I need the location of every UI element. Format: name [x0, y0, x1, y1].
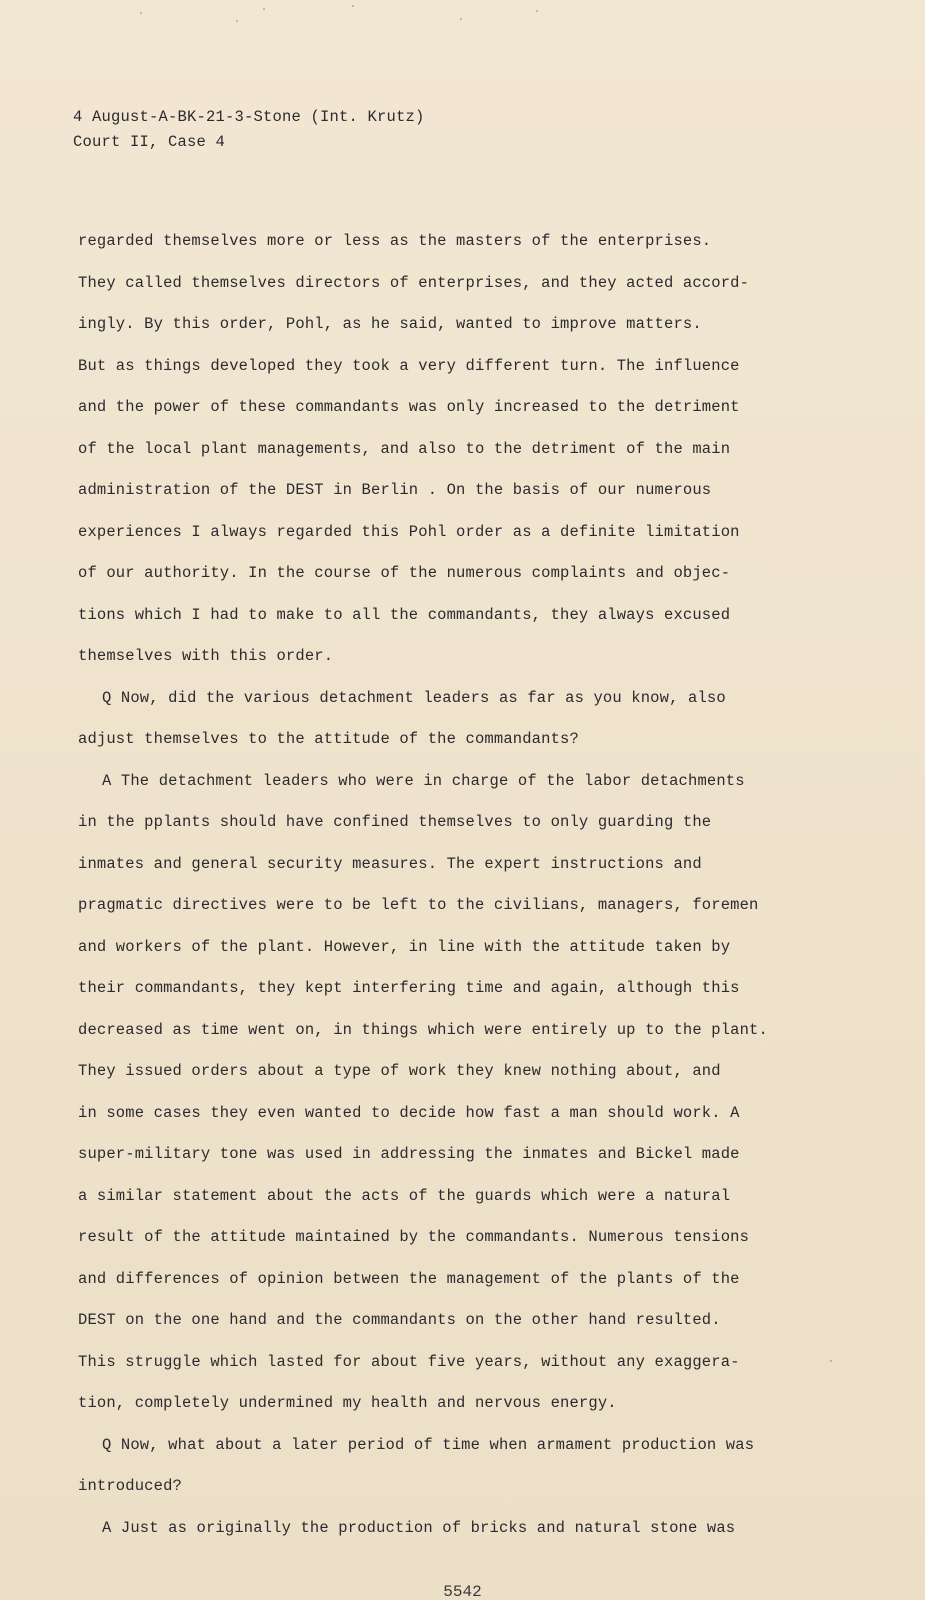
text-line: They issued orders about a type of work they knew nothing about, and: [78, 1062, 721, 1080]
header-case-reference: 4 August-A-BK-21-3-Stone (Int. Krutz): [73, 108, 425, 126]
text-line: and workers of the plant. However, in line with the attitude taken by: [78, 937, 731, 956]
text-line: super-military tone was used in addressing the inmates and Bickel made: [78, 1145, 740, 1163]
paper-speck: [263, 8, 265, 10]
paper-speck: [352, 5, 354, 7]
text-line: experiences I always regarded this Pohl order as a definite limitation: [78, 522, 740, 541]
text-line: decreased as time went on, in things which were entirely up to the plant.: [78, 1020, 768, 1039]
text-line: themselves with this order.: [78, 647, 334, 665]
transcript-body: [78, 221, 858, 1549]
text-line: But as things developed they took a very different turn. The influence: [78, 356, 740, 375]
text-line: tion, completely undermined my health and nervous energy.: [78, 1394, 617, 1412]
text-line: introduced?: [78, 1477, 182, 1495]
paper-speck: [140, 12, 142, 14]
text-line: in some cases they even wanted to decide how fast a man should work. A: [78, 1103, 740, 1122]
text-line: their commandants, they kept interfering time and again, although this: [78, 979, 740, 997]
answer-line: A The detachment leaders who were in charge of the labor detachments: [102, 771, 745, 790]
paper-speck: [460, 18, 462, 20]
paper-speck: [536, 10, 538, 12]
text-line: of our authority. In the course of the numerous complaints and objec-: [78, 564, 731, 582]
text-line: This struggle which lasted for about five years, without any exaggera-: [78, 1352, 740, 1371]
text-line: a similar statement about the acts of the guards which were a natural: [78, 1186, 731, 1205]
page-number: 5542: [443, 1583, 482, 1600]
text-line: DEST on the one hand and the commandants on the other hand resulted.: [78, 1311, 721, 1329]
text-line: tions which I had to make to all the commandants, they always excused: [78, 605, 731, 624]
paper-speck: [236, 20, 238, 22]
text-line: in the pplants should have confined themselves to only guarding the: [78, 813, 712, 831]
text-line: and differences of opinion between the management of the plants of the: [78, 1269, 740, 1288]
text-line: inmates and general security measures. The expert instructions and: [78, 854, 702, 873]
question-line: Q Now, what about a later period of time when armament production was: [102, 1435, 755, 1454]
answer-line: A Just as originally the production of bricks and natural stone was: [102, 1518, 736, 1537]
text-line: of the local plant managements, and also to the detriment of the main: [78, 439, 731, 458]
text-line: adjust themselves to the attitude of the commandants?: [78, 730, 579, 748]
text-line: regarded themselves more or less as the masters of the enterprises.: [78, 232, 712, 250]
header-court-case: Court II, Case 4: [73, 133, 226, 151]
text-line: They called themselves directors of enterprises, and they acted accord-: [78, 273, 750, 292]
text-line: ingly. By this order, Pohl, as he said, wanted to improve matters.: [78, 315, 702, 333]
text-line: pragmatic directives were to be left to the civilians, managers, foremen: [78, 896, 759, 914]
text-line: result of the attitude maintained by the commandants. Numerous tensions: [78, 1228, 750, 1246]
text-line: administration of the DEST in Berlin . On the basis of our numerous: [78, 481, 712, 499]
question-line: Q Now, did the various detachment leaders as far as you know, also: [102, 688, 726, 707]
document-header: [73, 105, 425, 155]
text-line: and the power of these commandants was only increased to the detriment: [78, 398, 740, 416]
